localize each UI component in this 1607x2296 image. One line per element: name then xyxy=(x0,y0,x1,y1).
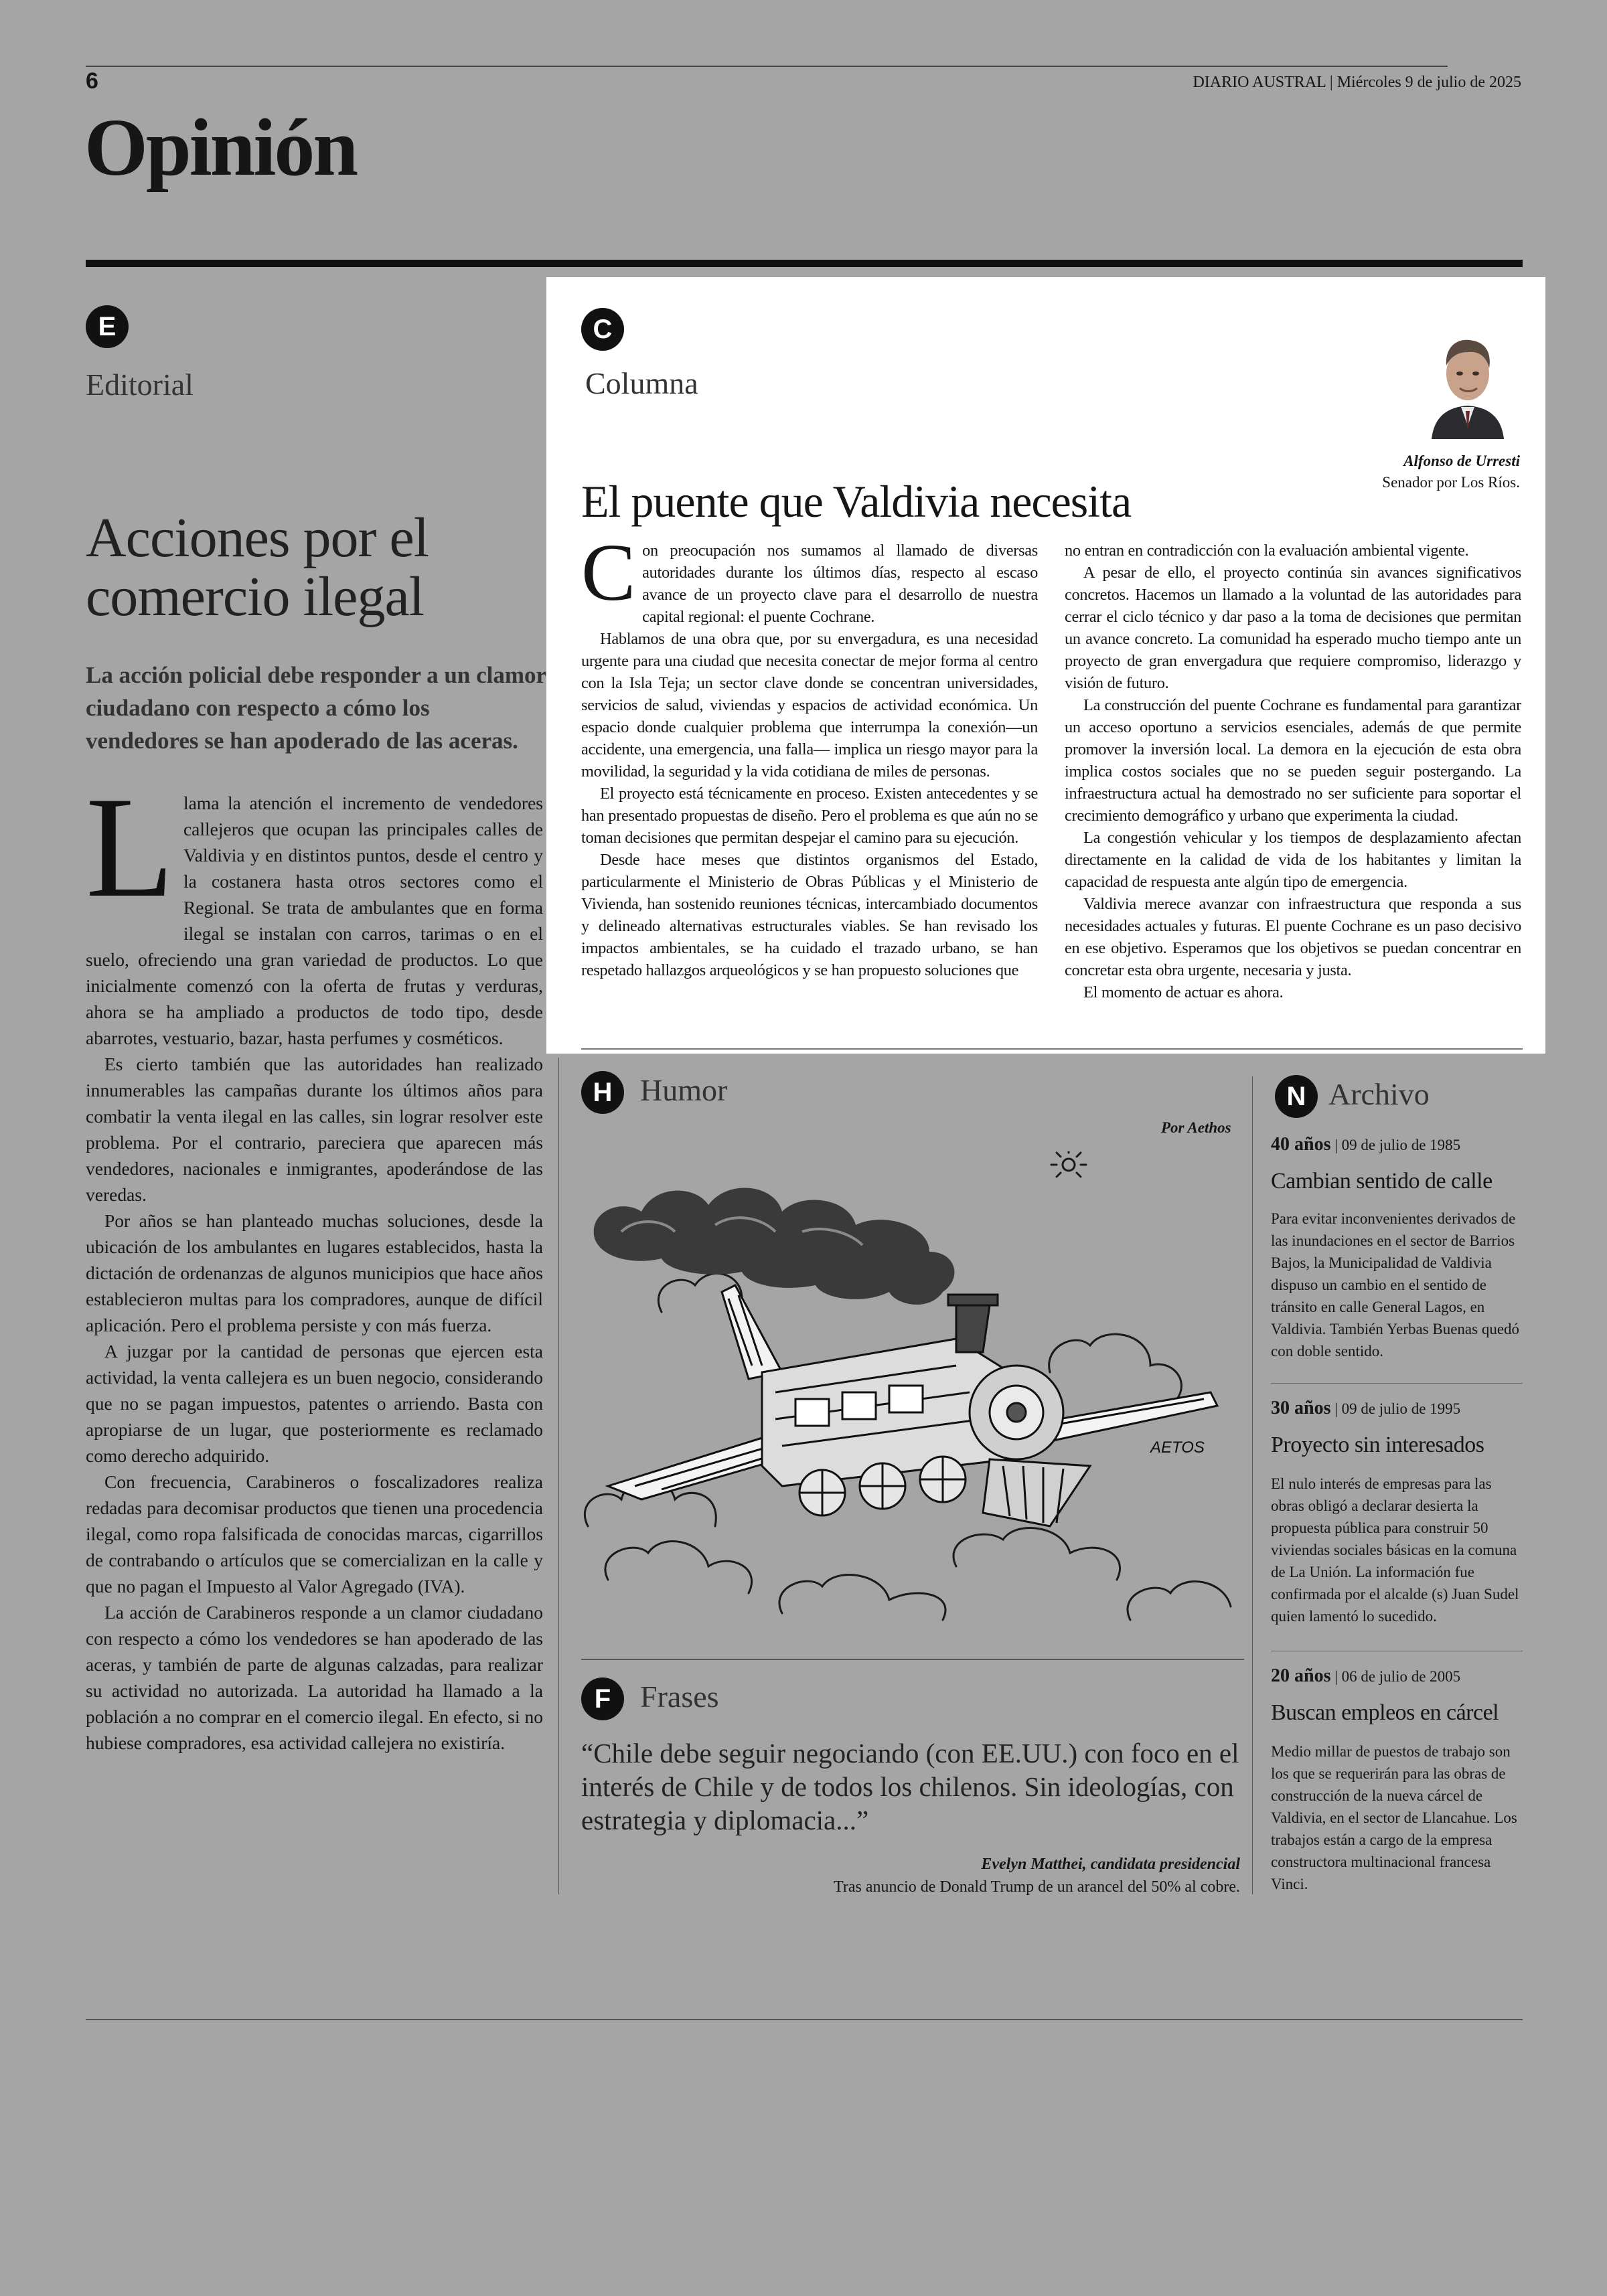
column-paragraph: no entran en contradicción con la evaluación ambiental vigente. xyxy=(1065,542,1469,560)
author-photo xyxy=(1425,332,1511,439)
section-rule xyxy=(86,260,1523,267)
editorial-paragraph: Es cierto también que las autoridades han realizado innumerables las campañas durante los últimos años para combatir la venta ilegal en las calles, sin lograr resolver este problema. Por el contrario, pareciera que aparecen más vendedores, nacionales e inmigrantes, apoderándose de las veredas. xyxy=(86,1054,543,1205)
column-paragraph: Desde hace meses que distintos organismos del Estado, particularmente el Ministerio de Obras Públicas y el Ministerio de Vivienda, han sostenido reuniones técnicas, intercambiado documentos y delineado alternativas estructurales viables. Se han revisado los impactos ambientales, se ha cuidado el trazado urbano, se han respetado hallazgos arqueológicos y se han propuesto soluciones que xyxy=(581,851,1038,979)
page-number: 6 xyxy=(86,68,98,94)
column-paragraph: La construcción del puente Cochrane es fundamental para garantizar un acceso oportuno a servicios esenciales, además de que permite promover la inversión local. La demora en la ejecución de esta obra implica costos sociales que no se pueden seguir postergando. La infraestructura actual ha demostrado no ser suficiente para soportar el crecimiento demográfico y urbano que experimenta la ciudad. xyxy=(1065,696,1521,825)
cartoon-credit: Por Aethos xyxy=(1161,1119,1231,1136)
column-paragraph: Con preocupación nos sumamos al llamado de diversas autoridades durante los últimos días, respecto al escaso avance de un proyecto clave para el desarrollo de nuestra capital regional: el puente Cochrane. xyxy=(581,527,1038,626)
humor-label: Humor xyxy=(640,1073,728,1107)
author-name: Alfonso de Urresti xyxy=(1403,453,1520,469)
editorial-paragraph: A juzgar por la cantidad de personas que ejercen esta actividad, la venta callejera es un buen negocio, considerando que no se pagan impuestos, patentes o arriendo. Basta con apropiarse de un lugar, que posteriormente es reclamado como derecho adquirido. xyxy=(86,1341,543,1466)
frases-badge: F xyxy=(581,1677,624,1720)
archivo-title: Proyecto sin interesados xyxy=(1271,1432,1484,1457)
column-text-left xyxy=(581,527,1038,981)
editorial-dropcap: L xyxy=(86,767,174,927)
archivo-title: Cambian sentido de calle xyxy=(1271,1169,1493,1194)
archivo-date: 40 años | 09 de julio de 1985 xyxy=(1271,1134,1461,1155)
editorial-column-divider xyxy=(558,1058,559,1894)
quote-text: “Chile debe seguir negociando (con EE.UU.) con foco en el interés de Chile y de todos los chilenos. Sin ideologías, con estrategia y diplomacia...” xyxy=(581,1738,1239,1835)
quote-context: Tras anuncio de Donald Trump de un arancel del 50% al cobre. xyxy=(834,1878,1240,1896)
column-headline: El puente que Valdivia necesita xyxy=(581,476,1132,527)
column-paragraph: La congestión vehicular y los tiempos de desplazamiento afectan directamente en la calidad de vida de los habitantes y limitan la capacidad de respuesta ante algún tipo de emergencia. xyxy=(1065,829,1521,891)
archivo-date: 20 años | 06 de julio de 2005 xyxy=(1271,1665,1461,1686)
section-title: Opinión xyxy=(84,102,357,193)
column-text-right xyxy=(1065,540,1521,1003)
column-paragraph: El momento de actuar es ahora. xyxy=(1083,983,1284,1001)
archivo-body: El nulo interés de empresas para las obras obligó a declarar desierta la propuesta pública para construir 50 viviendas sociales básicas en la comuna de La Unión. La información fue confirmada por el alcalde (s) Juan Sudel quien lamentó lo sucedido. xyxy=(1271,1475,1519,1625)
cartoon-signature: AETOS xyxy=(1150,1439,1205,1457)
column-dropcap: C xyxy=(581,527,636,618)
editorial-paragraph: Con frecuencia, Carabineros o foscalizadores realiza redadas para decomisar productos que tienen una procedencia ilegal, como ropa falsificada de conocidas marcas, cigarrillos de contrabando o artículos que se comercializan en la calle y que no pagan el Impuesto al Valor Agregado (IVA). xyxy=(86,1471,543,1596)
archivo-title: Buscan empleos en cárcel xyxy=(1271,1700,1499,1725)
top-rule xyxy=(86,66,1448,67)
editorial-paragraph: Por años se han planteado muchas soluciones, desde la ubicación de los ambulantes en lugares establecidos, hasta la dictación de ordenanzas de algunos municipios que hace años establecieron multas para los compradores, aunque de difícil aplicación. Pero el problema persiste y con más fuerza. xyxy=(86,1210,543,1335)
column-paragraph: Valdivia merece avanzar con infraestructura que responda a sus necesidades actuales y futuras. El puente Cochrane es un paso decisivo en ese objetivo. Esperamos que los objetivos se puedan concentrar en concretar esta obra urgente, necesaria y justa. xyxy=(1065,895,1521,979)
editorial-lead: La acción policial debe responder a un clamor ciudadano con respecto a cómo los vendedores se han apoderado de las aceras. xyxy=(86,662,546,754)
column-paragraph: El proyecto está técnicamente en proceso. Existen antecedentes y se han presentado propuestas de diseño. Pero el problema es que aún no se toman decisiones que permitan despejar el camino para su ejecución. xyxy=(581,785,1038,847)
humor-frases-divider xyxy=(581,1659,1244,1660)
editorial-body xyxy=(86,767,543,1756)
editorial-badge: E xyxy=(86,305,129,348)
author-role: Senador por Los Ríos. xyxy=(1382,474,1520,491)
column-paragraph: Hablamos de una obra que, por su envergadura, es una necesidad urgente para una ciudad que necesita conectar de mejor forma al centro con la Isla Teja; un sector clave donde se concentran universidades, servicios de salud, viviendas y espacios de actividad económica. Un espacio donde cualquier problema que interrumpa la conexión—un accidente, una emergencia, una falla— implica un riesgo mayor para la movilidad, la seguridad y la vida cotidiana de miles de personas. xyxy=(581,630,1038,781)
column-label: Columna xyxy=(585,366,698,400)
editorial-headline: Acciones por el comercio ilegal xyxy=(86,507,429,628)
archivo-badge: N xyxy=(1275,1075,1318,1118)
archivo-label: Archivo xyxy=(1328,1077,1430,1111)
editorial-paragraph: La acción de Carabineros responde a un clamor ciudadano con respecto a cómo los vendedores se han apoderado de las aceras, y también de parte de algunas calzadas, para realizar su actividad no autorizada. La autoridad ha llamado a la población a no comprar en el comercio ilegal. En efecto, si no hubiese compradores, esa actividad callejera no existiría. xyxy=(86,1602,543,1753)
quote-author: Evelyn Matthei, candidata presidencial xyxy=(981,1856,1240,1873)
frases-label: Frases xyxy=(640,1679,719,1714)
archivo-divider xyxy=(1252,1076,1253,1894)
column-badge: C xyxy=(581,308,624,351)
masthead: DIARIO AUSTRAL | Miércoles 9 de julio de 2025 xyxy=(1193,74,1521,91)
bottom-rule xyxy=(86,2019,1523,2020)
archivo-date: 30 años | 09 de julio de 1995 xyxy=(1271,1398,1461,1418)
archivo-rule xyxy=(1271,1383,1523,1384)
editorial-paragraph: Llama la atención el incremento de vendedores callejeros que ocupan las principales calles de Valdivia y en distintos puntos, desde el centro y la costanera hasta otros sectores como el Regional. Se trata de ambulantes que en forma ilegal se instalan con carros, tarimas o en el suelo, ofreciendo una gran variedad de productos. Lo que inicialmente comenzó con la oferta de frutas y verduras, ahora se ha ampliado a productos de todo tipo, desde abarrotes, vestuario, bazar, hasta perfumes y cosméticos. xyxy=(86,767,543,1048)
train-plane-cartoon xyxy=(581,1151,1245,1647)
archivo-body: Para evitar inconvenientes derivados de las inundaciones en el sector de Barrios Bajos, la Municipalidad de Valdivia dispuso un cambio en el sentido de tránsito en calle General Lagos, en Valdivia. También Yerbas Buenas quedó con doble sentido. xyxy=(1271,1210,1520,1360)
column-bottom-rule xyxy=(581,1048,1523,1050)
humor-badge: H xyxy=(581,1071,624,1114)
column-paragraph: A pesar de ello, el proyecto continúa sin avances significativos concretos. Hacemos un llamado a la voluntad de las autoridades para cerrar el ciclo técnico y dar paso a la toma de decisiones que permitan un avance concreto. La comunidad ha esperado mucho tiempo ante un proyecto de gran envergadura que requiere compromiso, liderazgo y visión de futuro. xyxy=(1065,564,1521,692)
editorial-label: Editorial xyxy=(86,367,194,402)
archivo-body: Medio millar de puestos de trabajo son los que se requerirán para las obras de construcción de la nueva cárcel de Valdivia, en el sector de Llancahue. Los trabajos están a cargo de la empresa constructora multinacional francesa Vinci. xyxy=(1271,1743,1517,1892)
